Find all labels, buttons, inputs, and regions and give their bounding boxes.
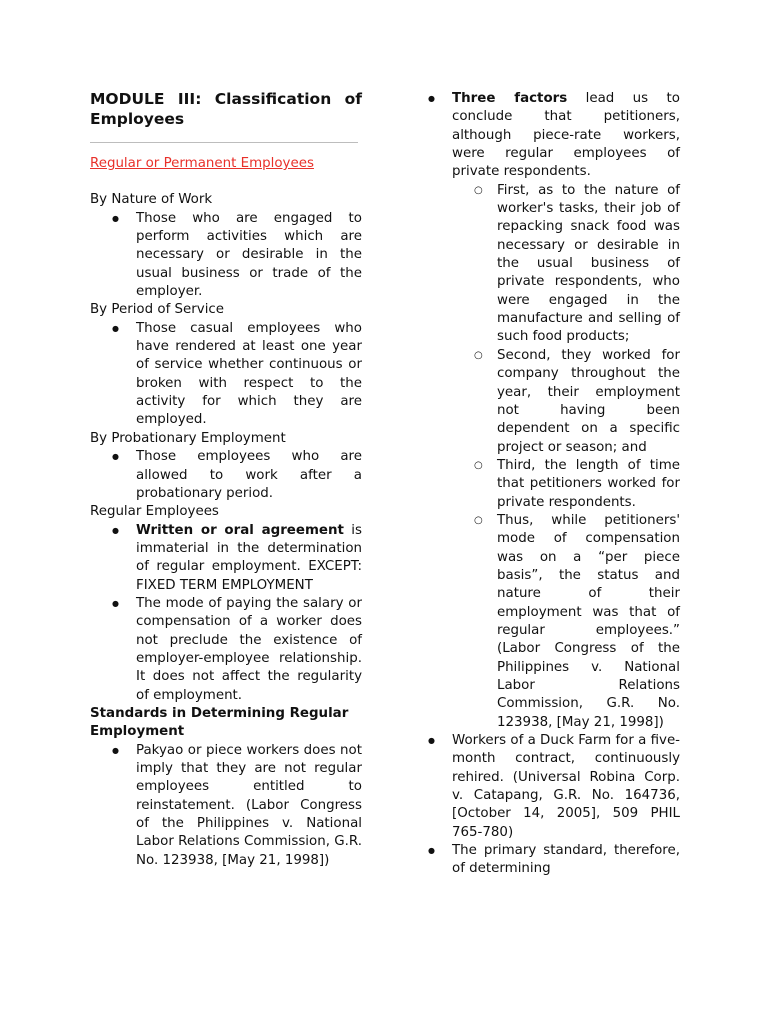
list-item: ● Pakyao or piece workers does not imply that they are not regular employees entitled to reinstatement. (Labor Congress of the Philippines v. National Labor Relations Commission, G.R. No. 123938, [May 21, 1998]): [90, 742, 362, 870]
bullet-list: [90, 448, 362, 503]
sub-list-item: ○ Third, the length of time that petitioners worked for private respondents.: [428, 457, 680, 512]
heading-probationary-employment: By Probationary Employment: [90, 430, 286, 446]
heading-period-of-service: By Period of Service: [90, 302, 225, 318]
body-text: lead us to conclude that petitioners, although piece-rate workers, were regular employees of private respondents.: [452, 91, 680, 180]
bullet-list: [90, 522, 362, 705]
list-item: [90, 522, 362, 595]
list-item: ● Workers of a Duck Farm for a five-month contract, continuously rehired. (Universal Robina Corp. v. Catapang, G.R. No. 164736, [October 14, 2005], 509 PHIL 765-780): [428, 732, 680, 842]
heading-nature-of-work: By Nature of Work: [90, 192, 213, 208]
bullet-list: [90, 210, 362, 302]
bullet-list: [90, 320, 362, 430]
section-subtitle: Regular or Permanent Employees: [90, 156, 314, 171]
bold-text: Three factors: [452, 91, 568, 106]
sub-list-item: ○ Second, they worked for company throughout the year, their employment not having been dependent on a specific project or season; and: [428, 347, 680, 457]
list-item: ● The mode of paying the salary or compensation of a worker does not preclude the existence of employer-employee relationship. It does not affect the regularity of employment.: [90, 595, 362, 705]
sub-list-item: ○ First, as to the nature of worker's tasks, their job of repacking snack food was necessary or desirable in the usual business of private respondents, who were engaged in the manufacture and selling of such food products;: [428, 182, 680, 347]
list-item: ● Those employees who are allowed to work after a probationary period.: [90, 448, 362, 503]
bullet-list: [90, 742, 362, 870]
page-title: MODULE III: Classification of Employees: [90, 90, 362, 128]
left-column: [90, 90, 362, 870]
body-text: is immaterial in the determination of regular employment. EXCEPT: FIXED TERM EMPLOYMENT: [136, 522, 362, 593]
bold-text: Written or oral agreement: [136, 522, 344, 538]
list-item: ● Those casual employees who have rendered at least one year of service whether continuous or broken with respect to the activity for which they are employed.: [90, 320, 362, 430]
bullet-list: [428, 90, 680, 879]
heading-standards: Standards in Determining Regular Employment: [90, 705, 349, 740]
sub-bullet-list: [428, 182, 680, 732]
list-item: ● Those who are engaged to perform activities which are necessary or desirable in the usual business or trade of the employer.: [90, 210, 362, 302]
list-item: [428, 90, 680, 732]
sub-list-item: ○ Thus, while petitioners' mode of compensation was on a “per piece basis”, the status and nature of their employment was that of regular employees.” (Labor Congress of the Philippines v. National Labor Relations Commission, G.R. No. 123938, [May 21, 1998]): [428, 512, 680, 732]
list-item: ● The primary standard, therefore, of determining: [428, 842, 680, 879]
heading-regular-employees: Regular Employees: [90, 504, 219, 520]
right-column: [428, 90, 680, 879]
title-divider: [90, 142, 358, 143]
